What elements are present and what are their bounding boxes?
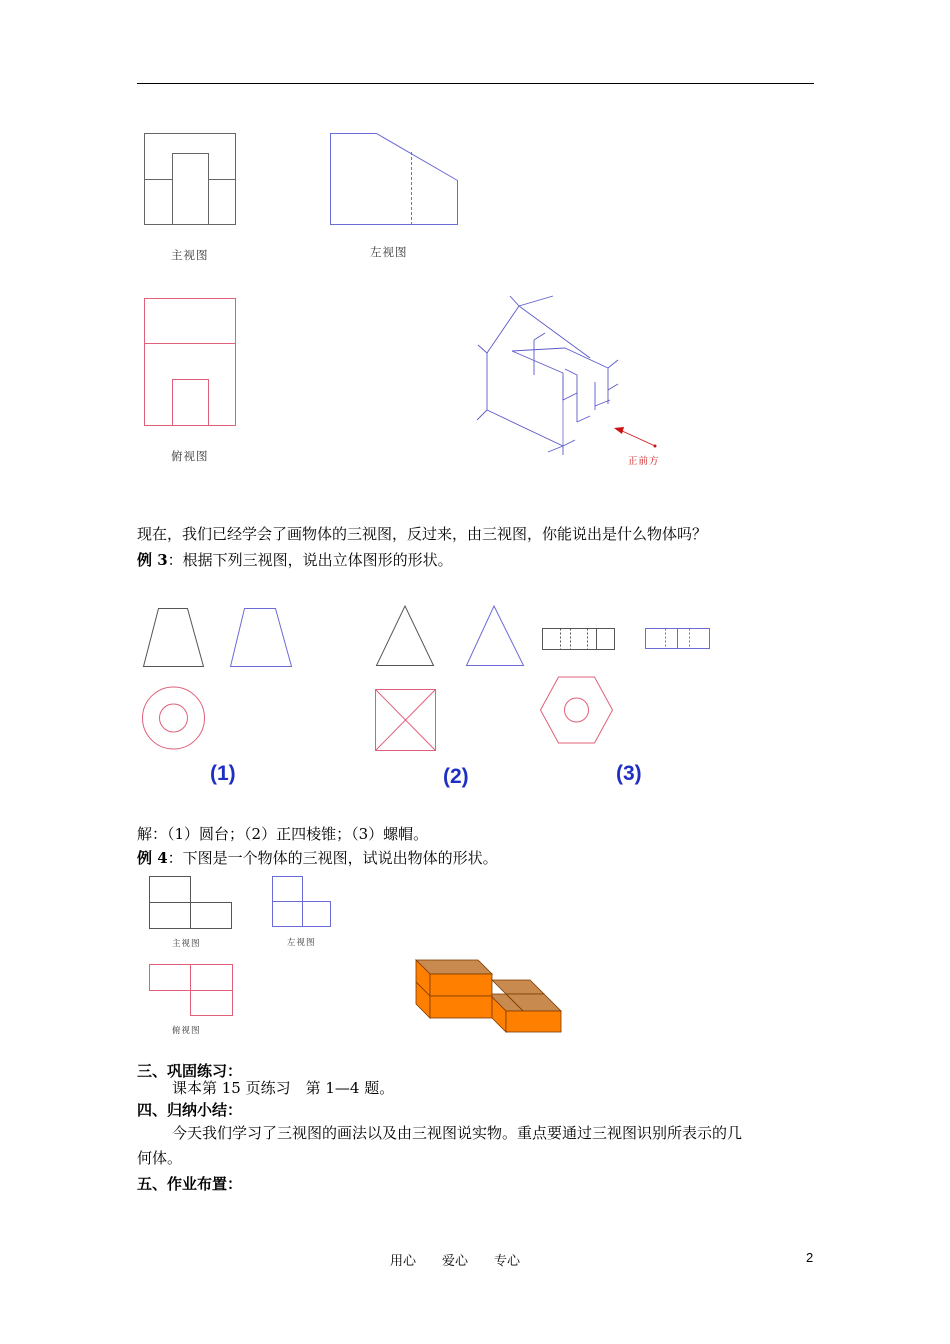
example3-text: ：根据下列三视图，说出立体图形的形状。 [167, 551, 453, 569]
example4-solid [416, 960, 561, 1032]
example3-number-2: (2) [443, 765, 469, 788]
section4-heading: 四、归纳小结： [137, 1101, 243, 1119]
example3-number-1: (1) [210, 762, 236, 785]
example3-label: 例 3 [137, 551, 168, 569]
section4-content-line2: 何体。 [137, 1149, 183, 1167]
footer-motto: 用心 爱心 专心 [390, 1254, 521, 1269]
left-view-caption: 左视图 [370, 245, 408, 259]
section3-content: 课本第 15 页练习 第 1—4 题。 [172, 1079, 395, 1097]
page-number: 2 [806, 1250, 814, 1265]
example4-front-view [150, 877, 232, 929]
example4-left-caption: 左视图 [287, 938, 316, 948]
example4-top-caption: 俯视图 [172, 1026, 201, 1036]
example3-answer: 解：（1）圆台；（2）正四棱锥；（3）螺帽。 [137, 825, 429, 843]
example3-number-3: (3) [616, 762, 642, 785]
example4-top-view [150, 965, 233, 1016]
intro-text: 现在，我们已经学会了画物体的三视图，反过来，由三视图，你能说出是什么物体吗？ [137, 525, 708, 543]
top-view-caption: 俯视图 [171, 449, 209, 463]
section3-heading: 三、巩固练习： [137, 1062, 243, 1080]
section5-heading: 五、作业布置： [137, 1175, 243, 1193]
direction-label: 正前方 [628, 456, 660, 467]
example4-left-view [273, 877, 331, 927]
front-view-caption: 主视图 [171, 248, 209, 262]
example4-label: 例 4 [137, 849, 168, 867]
example4-front-caption: 主视图 [172, 939, 201, 949]
example4-text: ：下图是一个物体的三视图，试说出物体的形状。 [167, 849, 498, 867]
section4-content-line1: 今天我们学习了三视图的画法以及由三视图说实物。重点要通过三视图识别所表示的几 [172, 1124, 743, 1142]
